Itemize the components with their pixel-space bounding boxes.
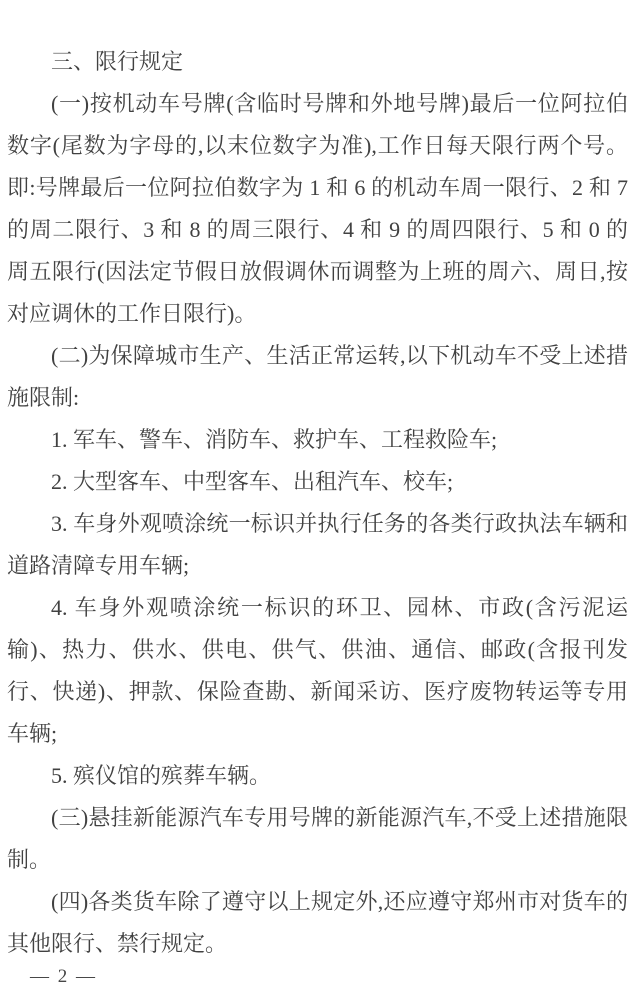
page-number: — 2 — bbox=[30, 966, 97, 987]
list-item-2: 2. 大型客车、中型客车、出租汽车、校车; bbox=[51, 469, 454, 494]
list-item-1: 1. 军车、警车、消防车、救护车、工程救险车; bbox=[51, 427, 498, 452]
list-item-5: 5. 殡仪馆的殡葬车辆。 bbox=[51, 763, 272, 788]
list-item-3: 3. 车身外观喷涂统一标识并执行任务的各类行政执法车辆和道路清障专用车辆; bbox=[7, 511, 628, 578]
section-heading: 三、限行规定 bbox=[51, 49, 184, 74]
paragraph-rule-1: (一)按机动车号牌(含临时号牌和外地号牌)最后一位阿拉伯数字(尾数为字母的,以末位数字为准),工作日每天限行两个号。即:号牌最后一位阿拉伯数字为 1 和 6 的机动车周一限行、2 和 7 的周二限行、3 和 8 的周三限行、4 和 9 的周四限行、5 和 0 的周五限行(因法定节假日放假调休而调整为上班的周六、周日,按对应调休的工作日限行)。 bbox=[7, 91, 628, 326]
paragraph-rule-3: (三)悬挂新能源汽车专用号牌的新能源汽车,不受上述措施限制。 bbox=[7, 805, 628, 872]
list-item-4: 4. 车身外观喷涂统一标识的环卫、园林、市政(含污泥运输)、热力、供水、供电、供气、供油、通信、邮政(含报刊发行、快递)、押款、保险查勘、新闻采访、医疗废物转运等专用车辆; bbox=[7, 595, 628, 746]
paragraph-rule-4: (四)各类货车除了遵守以上规定外,还应遵守郑州市对货车的其他限行、禁行规定。 bbox=[7, 889, 628, 956]
paragraph-rule-2: (二)为保障城市生产、生活正常运转,以下机动车不受上述措施限制: bbox=[7, 343, 628, 410]
document-body bbox=[7, 41, 628, 965]
